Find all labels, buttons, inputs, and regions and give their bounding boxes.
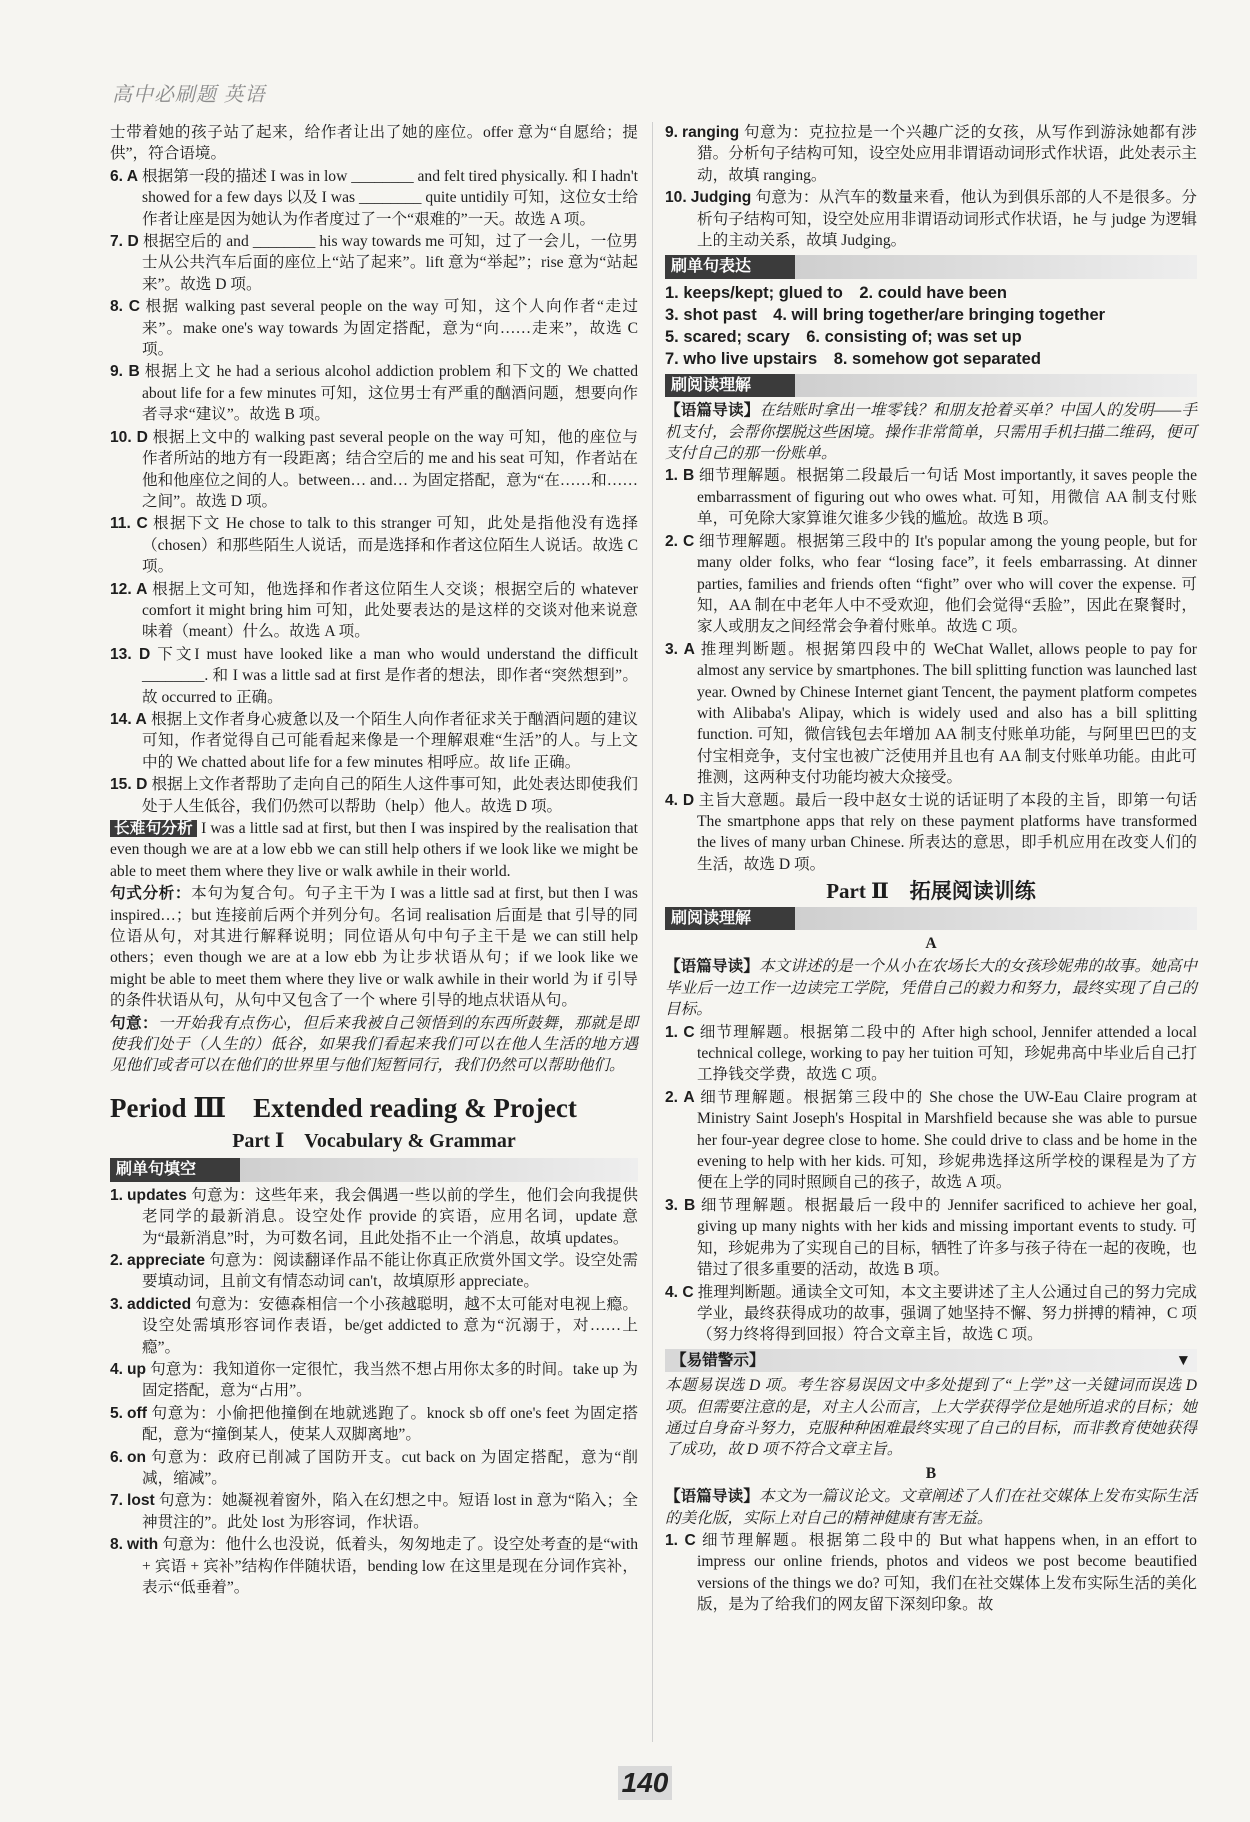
answer-text: 根据上文 he had a serious alcohol addiction problem 和下文的 We chatted about life for a few minutes 可知，这位男士有严重的酗酒问题，想要向作者寻求“建议”。故选 B 项。: [142, 363, 638, 424]
answer-number: 15. D: [110, 776, 148, 794]
passage-letter-b: B: [925, 1464, 937, 1482]
warning-text: 本题易误选 D 项。考生容易误因文中多处提到了“上学”这一关键词而误选 D 项。但需要注意的是，对主人公而言，上大学获得学位是她所追求的目标；她通过自身奋斗努力，克服种种困难最终实现了自己的目标，而非教育使她获得了成功，故 D 项不符合文章主旨。: [665, 1377, 1197, 1459]
answer-text: 根据上文作者身心疲惫以及一个陌生人向作者征求关于酗酒问题的建议可知，作者觉得自己可能看起来像是一个理解艰难“生活”的人。与上文中的 We chatted about life for a few minutes 相呼应。故 life 正确。: [142, 710, 638, 771]
answer-text: 句意为：我知道你一定很忙，我当然不想占用你太多的时间。take up 为固定搭配，意为“占用”。: [142, 1360, 638, 1400]
answer-number: 5.: [110, 1404, 124, 1422]
translation-text: 一开始我有点伤心，但后来我被自己领悟到的东西所鼓舞，那就是即使我们处于（人生的）低谷，如果我们看起来我们可以在他人生活的地方遇见他们或者可以在他们的世界里与他们短暂同行，我们仍然可以帮助他们。: [110, 1014, 638, 1075]
answer-item: [665, 465, 1197, 529]
answer-item: [110, 1294, 638, 1358]
answer-number: 8. C: [110, 298, 141, 316]
answer-text: 细节理解题。根据第二段最后一句话 Most importantly, it saves people the embarrassment of figuring out who owes what. 可知，用微信 AA 制支付账单，可免除大家算谁欠谁多少钱的尴尬。故选 B 项。: [697, 467, 1197, 528]
answer-item: [110, 166, 638, 230]
answer-word: appreciate: [127, 1251, 206, 1269]
answer-word: with: [127, 1536, 159, 1554]
answer-item: [665, 187, 1197, 251]
answer-number: 3.: [110, 1295, 124, 1313]
answer-number: 14. A: [110, 710, 147, 728]
page-number: 140: [618, 1766, 672, 1800]
answer-word: Judging: [690, 189, 752, 207]
answer-item: [110, 579, 638, 643]
long-sentence-block: [110, 818, 638, 882]
answer-item: [110, 296, 638, 360]
answer-text: 根据空后的 and ________ his way towards me 可知，过了一会儿，一位男士从公共汽车后面的座位上“站了起来”。lift 意为“举起”；rise 意为“站起来”。故选 D 项。: [142, 233, 638, 293]
answer-item: [110, 644, 638, 708]
translation-label: 句意：: [110, 1014, 159, 1032]
answer-item: [665, 1087, 1197, 1194]
guide-block-3: [665, 1486, 1197, 1529]
answer-item: [665, 1530, 1197, 1616]
answer-item: [665, 639, 1197, 789]
answer-word: ranging: [682, 124, 740, 141]
answer-item: [110, 1250, 638, 1293]
reading-answers-1: [665, 465, 1197, 875]
guide-label-3: 【语篇导读】: [665, 1488, 759, 1506]
analysis-text: 本句为复合句。句子主干为 I was a little sad at first, but then I was inspired…；but 连接前后两个并列分句。名词 realisation 后面是 that 引导的同位语从句，对其进行解释说明；同位语从句中句子主干是 we can still help others；even though we are at a low ebb 为让步状语从句；if we look like we might be able to meet them where they live or walk awhile in their world 为 if 引导的条件状语从句，从句中又包含了一个 where 引导的地点状语从句。: [110, 885, 638, 1010]
column-divider: [652, 122, 653, 1742]
answer-text: 下文I must have looked like a man who would understand the difficult ________. 和 I was a little sad at first 是作者的想法，即作者“突然想到”。故 occurred to 正确。: [142, 645, 638, 706]
answer-number: 3. B: [665, 1196, 696, 1214]
intro-paragraph: 士带着她的孩子站了起来，给作者让出了她的座位。offer 意为“自愿给；提供”，符合语境。: [110, 124, 638, 163]
answer-text: 细节理解题。根据第二段中的 After high school, Jennifer attended a local technical college, working to pay her tuition 可知，珍妮弗高中毕业后自己打工挣钱交学费，故选 C 项。: [697, 1023, 1197, 1084]
fill-list-continued: [665, 122, 1197, 251]
guide-text-2: 本文讲述的是一个从小在农场长大的女孩珍妮弗的故事。她高中毕业后一边工作一边读完工学院，凭借自己的毅力和努力，最终实现了自己的目标。: [665, 958, 1197, 1019]
answer-text: 句意为：小偷把他撞倒在地就逃跑了。knock sb off one's feet 为固定搭配，意为“撞倒某人，使某人双脚离地”。: [142, 1404, 638, 1444]
answer-list: [110, 166, 638, 817]
answer-number: 12. A: [110, 580, 148, 598]
answer-item: [110, 231, 638, 295]
answer-item: [110, 1534, 638, 1598]
answer-text: 根据上文作者帮助了走向自己的陌生人这件事可知，此处表达即使我们处于人生低谷，我们仍然可以帮助（help）他人。故选 D 项。: [142, 776, 638, 815]
answer-number: 7. D: [110, 233, 139, 251]
express-section-label: 刷单句表达: [665, 255, 1197, 278]
answer-text: 句意为：克拉拉是一个兴趣广泛的女孩，从写作到游泳她都有涉猎。分析句子结构可知，设空处应用非谓语动词形式作状语，此处表示主动，故填 ranging。: [697, 124, 1197, 184]
answer-item: [665, 1195, 1197, 1281]
answer-text: 推理判断题。根据第四段中的 WeChat Wallet, allows people to pay for almost any service by smartphones. The bill splitting function was launched last year. Owned by Chinese Internet giant Tencent, the payment platform competes with Alibaba's Alipay, which is widely used and also has a bill splitting function. 可知，微信钱包去年增加 AA 制支付账单功能，与阿里巴巴的支付宝相竞争，支付宝也被广泛使用并且也有 AA 制支付账单功能。由此可推测，这两种支付功能均被大众接受。: [697, 640, 1197, 787]
express-line: 1. keeps/kept; glued to 2. could have been: [665, 283, 1008, 302]
answer-text: 句意为：他什么也没说，低着头，匆匆地走了。设空处考查的是“with + 宾语 + 宾补”结构作伴随状语，bending low 在这里是现在分词作宾补，表示“低垂着”。: [142, 1536, 638, 1596]
answer-number: 7.: [110, 1492, 124, 1510]
answer-number: 1. C: [665, 1531, 696, 1549]
express-line: 3. shot past 4. will bring together/are bringing together: [665, 305, 1106, 324]
fill-list: [110, 1185, 638, 1599]
reading-answers-2: [665, 1022, 1197, 1346]
answer-text: 细节理解题。根据最后一段中的 Jennifer sacrificed to achieve her goal, giving up many nights with her kids and missing important events to study. 可知，珍妮弗为了实现自己的目标，牺牲了许多与孩子待在一起的夜晚，也错过了很多重要的活动，故选 B 项。: [697, 1196, 1197, 1279]
answer-text: 根据 walking past several people on the way 可知，这个人向作者“走过来”。make one's way towards 为固定搭配，意为“向……走来”，故选 C 项。: [142, 298, 638, 359]
answer-number: 9. B: [110, 363, 140, 381]
answer-item: [665, 1022, 1197, 1086]
answer-word: on: [127, 1448, 147, 1466]
left-column: [110, 122, 638, 1599]
answer-item: [665, 531, 1197, 638]
answer-number: 4. D: [665, 791, 695, 809]
triangle-down-icon: ▼: [1175, 1351, 1191, 1369]
answer-text: 根据上文可知，他选择和作者这位陌生人交谈；根据空后的 whatever comfort it might bring him 可知，此处要表达的是这样的交谈对他来说意味着（meant）什么。故选 A 项。: [142, 580, 638, 641]
answer-word: lost: [127, 1492, 155, 1510]
answer-text: 句意为：这些年来，我会偶遇一些以前的学生，他们会向我提供老同学的最新消息。设空处作 provide 的宾语，应用名词，update 意为“最新消息”时，为可数名词，且此处指不止一个消息，故填 updates。: [142, 1186, 638, 1247]
answer-number: 10.: [665, 189, 687, 207]
answer-text: 细节理解题。根据第三段中的 She chose the UW-Eau Claire program at Ministry Saint Joseph's Hospital in Marshfield because she was able to pursue her four-year degree close to home. She could drive to class and be home in the evening to help with her kids. 可知，珍妮弗选择这所学校的课程是为了方便在上学的同时照顾自己的孩子，故选 A 项。: [697, 1088, 1197, 1192]
answer-item: [110, 1185, 638, 1249]
long-sentence-label: 长难句分析: [110, 820, 197, 837]
analysis-label: 句式分析：: [110, 885, 192, 903]
answer-number: 9.: [665, 124, 679, 141]
answer-text: 根据上文中的 walking past several people on the way 可知，他的座位与作者所站的地方有一段距离；结合空后的 me and his seat 可知，作者站在他和他座位之间的人。between… and… 为固定搭配，意为“在……和……之间”。故选 D 项。: [142, 428, 638, 510]
answer-text: 句意为：政府已削减了国防开支。cut back on 为固定搭配，意为“削减，缩减”。: [142, 1448, 638, 1487]
answer-text: 根据下文 He chose to talk to this stranger 可知，此处是指他没有选择（chosen）和那些陌生人说话，而是选择和作者这位陌生人说话。故选 C 项。: [142, 515, 638, 576]
answer-text: 句意为：她凝视着窗外，陷入在幻想之中。短语 lost in 意为“陷入；全神贯注的”。此处 lost 为形容词，作状语。: [142, 1492, 638, 1531]
period-title: Period Ⅲ Extended reading & Project: [110, 1092, 577, 1123]
warning-label: 【易错警示】: [671, 1351, 765, 1369]
long-sentence-text: I was a little sad at first, but then I was inspired by the realisation that even though we are at a low ebb we can still help others if we look like we might be able to meet them where they live or walk awhile in their world.: [110, 820, 638, 880]
express-line: 5. scared; scary 6. consisting of; was set up: [665, 327, 1022, 346]
passage-letter-a: A: [925, 935, 937, 952]
answer-word: updates: [127, 1186, 187, 1204]
part2-title: Part Ⅱ 拓展阅读训练: [826, 879, 1036, 904]
answer-item: [110, 1447, 638, 1490]
answer-word: addicted: [127, 1295, 192, 1313]
answer-number: 2. A: [665, 1088, 695, 1106]
answer-number: 1. B: [665, 467, 695, 485]
warning-bar: [665, 1349, 1197, 1372]
translation-block: [110, 1013, 638, 1077]
answer-text: 句意为：阅读翻译作品不能让你真正欣赏外国文学。设空处需要填动词，且前文有情态动词 can't，故填原形 appreciate。: [142, 1251, 638, 1291]
guide-text-1: 在结账时拿出一堆零钱？和朋友抢着买单？中国人的发明——手机支付，会帮你摆脱这些困境。操作非常简单，只需用手机扫描二维码，便可支付自己的那一份账单。: [665, 402, 1197, 463]
answer-text: 细节理解题。根据第三段中的 It's popular among the young people, but for many older folks, who fear “losing face”, it feels embarrassing. At dinner parties, families and friends often “fight” over who will cover the expense. 可知，AA 制在中老年人中不受欢迎，他们会觉得“丢脸”，因此在聚餐时，家人或朋友之间经常会争着付账单。故选 C 项。: [697, 532, 1197, 636]
answer-text: 细节理解题。根据第二段中的 But what happens when, in an effort to impress our online friends, photos and videos we post become beautified versions of the things we do? 可知，我们在社交媒体上发布实际生活的美化版，是为了给我们的网友留下深刻印象。故: [697, 1531, 1197, 1614]
answer-item: [110, 361, 638, 425]
part-title: Part Ⅰ Vocabulary & Grammar: [232, 1129, 516, 1152]
answer-text: 推理判断题。通读全文可知，本文主要讲述了主人公通过自己的努力完成学业，最终获得成功的故事，强调了她坚持不懈、努力拼搏的精神，C 项（努力终将得到回报）符合文章主旨，故选 C 项。: [697, 1283, 1197, 1344]
answer-text: 主旨大意题。最后一段中赵女士说的话证明了本段的主旨，即第一句话 The smartphone apps that rely on these payment platforms have transformed the lives of many urban Chinese. 所表达的意思，即手机应用在改变人们的生活，故选 D 项。: [697, 791, 1197, 873]
guide-text-3: 本文为一篇议论文。文章阐述了人们在社交媒体上发布实际生活的美化版，实际上对自己的精神健康有害无益。: [665, 1488, 1197, 1527]
answer-text: 句意为：安德森相信一个小孩越聪明，越不太可能对电视上瘾。设空处需填形容词作表语，be/get addicted to 意为“沉溺于，对……上瘾”。: [142, 1295, 638, 1356]
fill-section-label: 刷单句填空: [110, 1158, 638, 1181]
answer-number: 1.: [110, 1186, 124, 1204]
analysis-block: [110, 883, 638, 1011]
reading2-section-label: 刷阅读理解: [665, 907, 1197, 930]
express-list: [665, 282, 1197, 370]
answer-number: 10. D: [110, 428, 148, 446]
guide-block-2: [665, 956, 1197, 1020]
answer-number: 4. C: [665, 1283, 694, 1301]
answer-number: 6. A: [110, 167, 139, 185]
answer-item: [110, 1359, 638, 1402]
answer-item: [665, 790, 1197, 876]
answer-item: [110, 774, 638, 817]
guide-block-1: [665, 400, 1197, 464]
answer-word: off: [127, 1404, 147, 1422]
answer-item: [665, 122, 1197, 186]
express-line: 7. who live upstairs 8. somehow got separated: [665, 349, 1041, 368]
answer-item: [665, 1282, 1197, 1346]
guide-label-1: 【语篇导读】: [665, 402, 760, 420]
answer-item: [110, 513, 638, 577]
answer-number: 13. D: [110, 645, 151, 663]
guide-label-2: 【语篇导读】: [665, 958, 759, 976]
answer-item: [110, 1403, 638, 1446]
answer-number: 1. C: [665, 1023, 695, 1041]
reading-answers-3: [665, 1530, 1197, 1616]
answer-word: up: [127, 1360, 147, 1378]
answer-number: 6.: [110, 1448, 124, 1466]
answer-number: 11. C: [110, 515, 148, 533]
right-column: [665, 122, 1197, 1617]
answer-number: 3. A: [665, 640, 695, 658]
answer-number: 8.: [110, 1536, 124, 1554]
answer-item: [110, 427, 638, 513]
answer-text: 根据第一段的描述 I was in low ________ and felt tired physically. 和 I hadn't showed for a few days 以及 I was ________ quite untidily 可知，这位女士给作者让座是因为她认为作者度过了一个“艰难的”一天。故选 A 项。: [142, 167, 638, 228]
running-header: 高中必刷题 英语: [112, 84, 266, 106]
answer-number: 4.: [110, 1360, 124, 1378]
answer-text: 句意为：从汽车的数量来看，他认为到俱乐部的人不是很多。分析句子结构可知，设空处应用非谓语动词形式作状语，he 与 judge 为逻辑上的主动关系，故填 Judging。: [697, 189, 1197, 250]
answer-number: 2.: [110, 1251, 124, 1269]
answer-number: 2. C: [665, 532, 695, 550]
answer-item: [110, 709, 638, 773]
reading-section-label: 刷阅读理解: [665, 374, 1197, 397]
answer-item: [110, 1490, 638, 1533]
